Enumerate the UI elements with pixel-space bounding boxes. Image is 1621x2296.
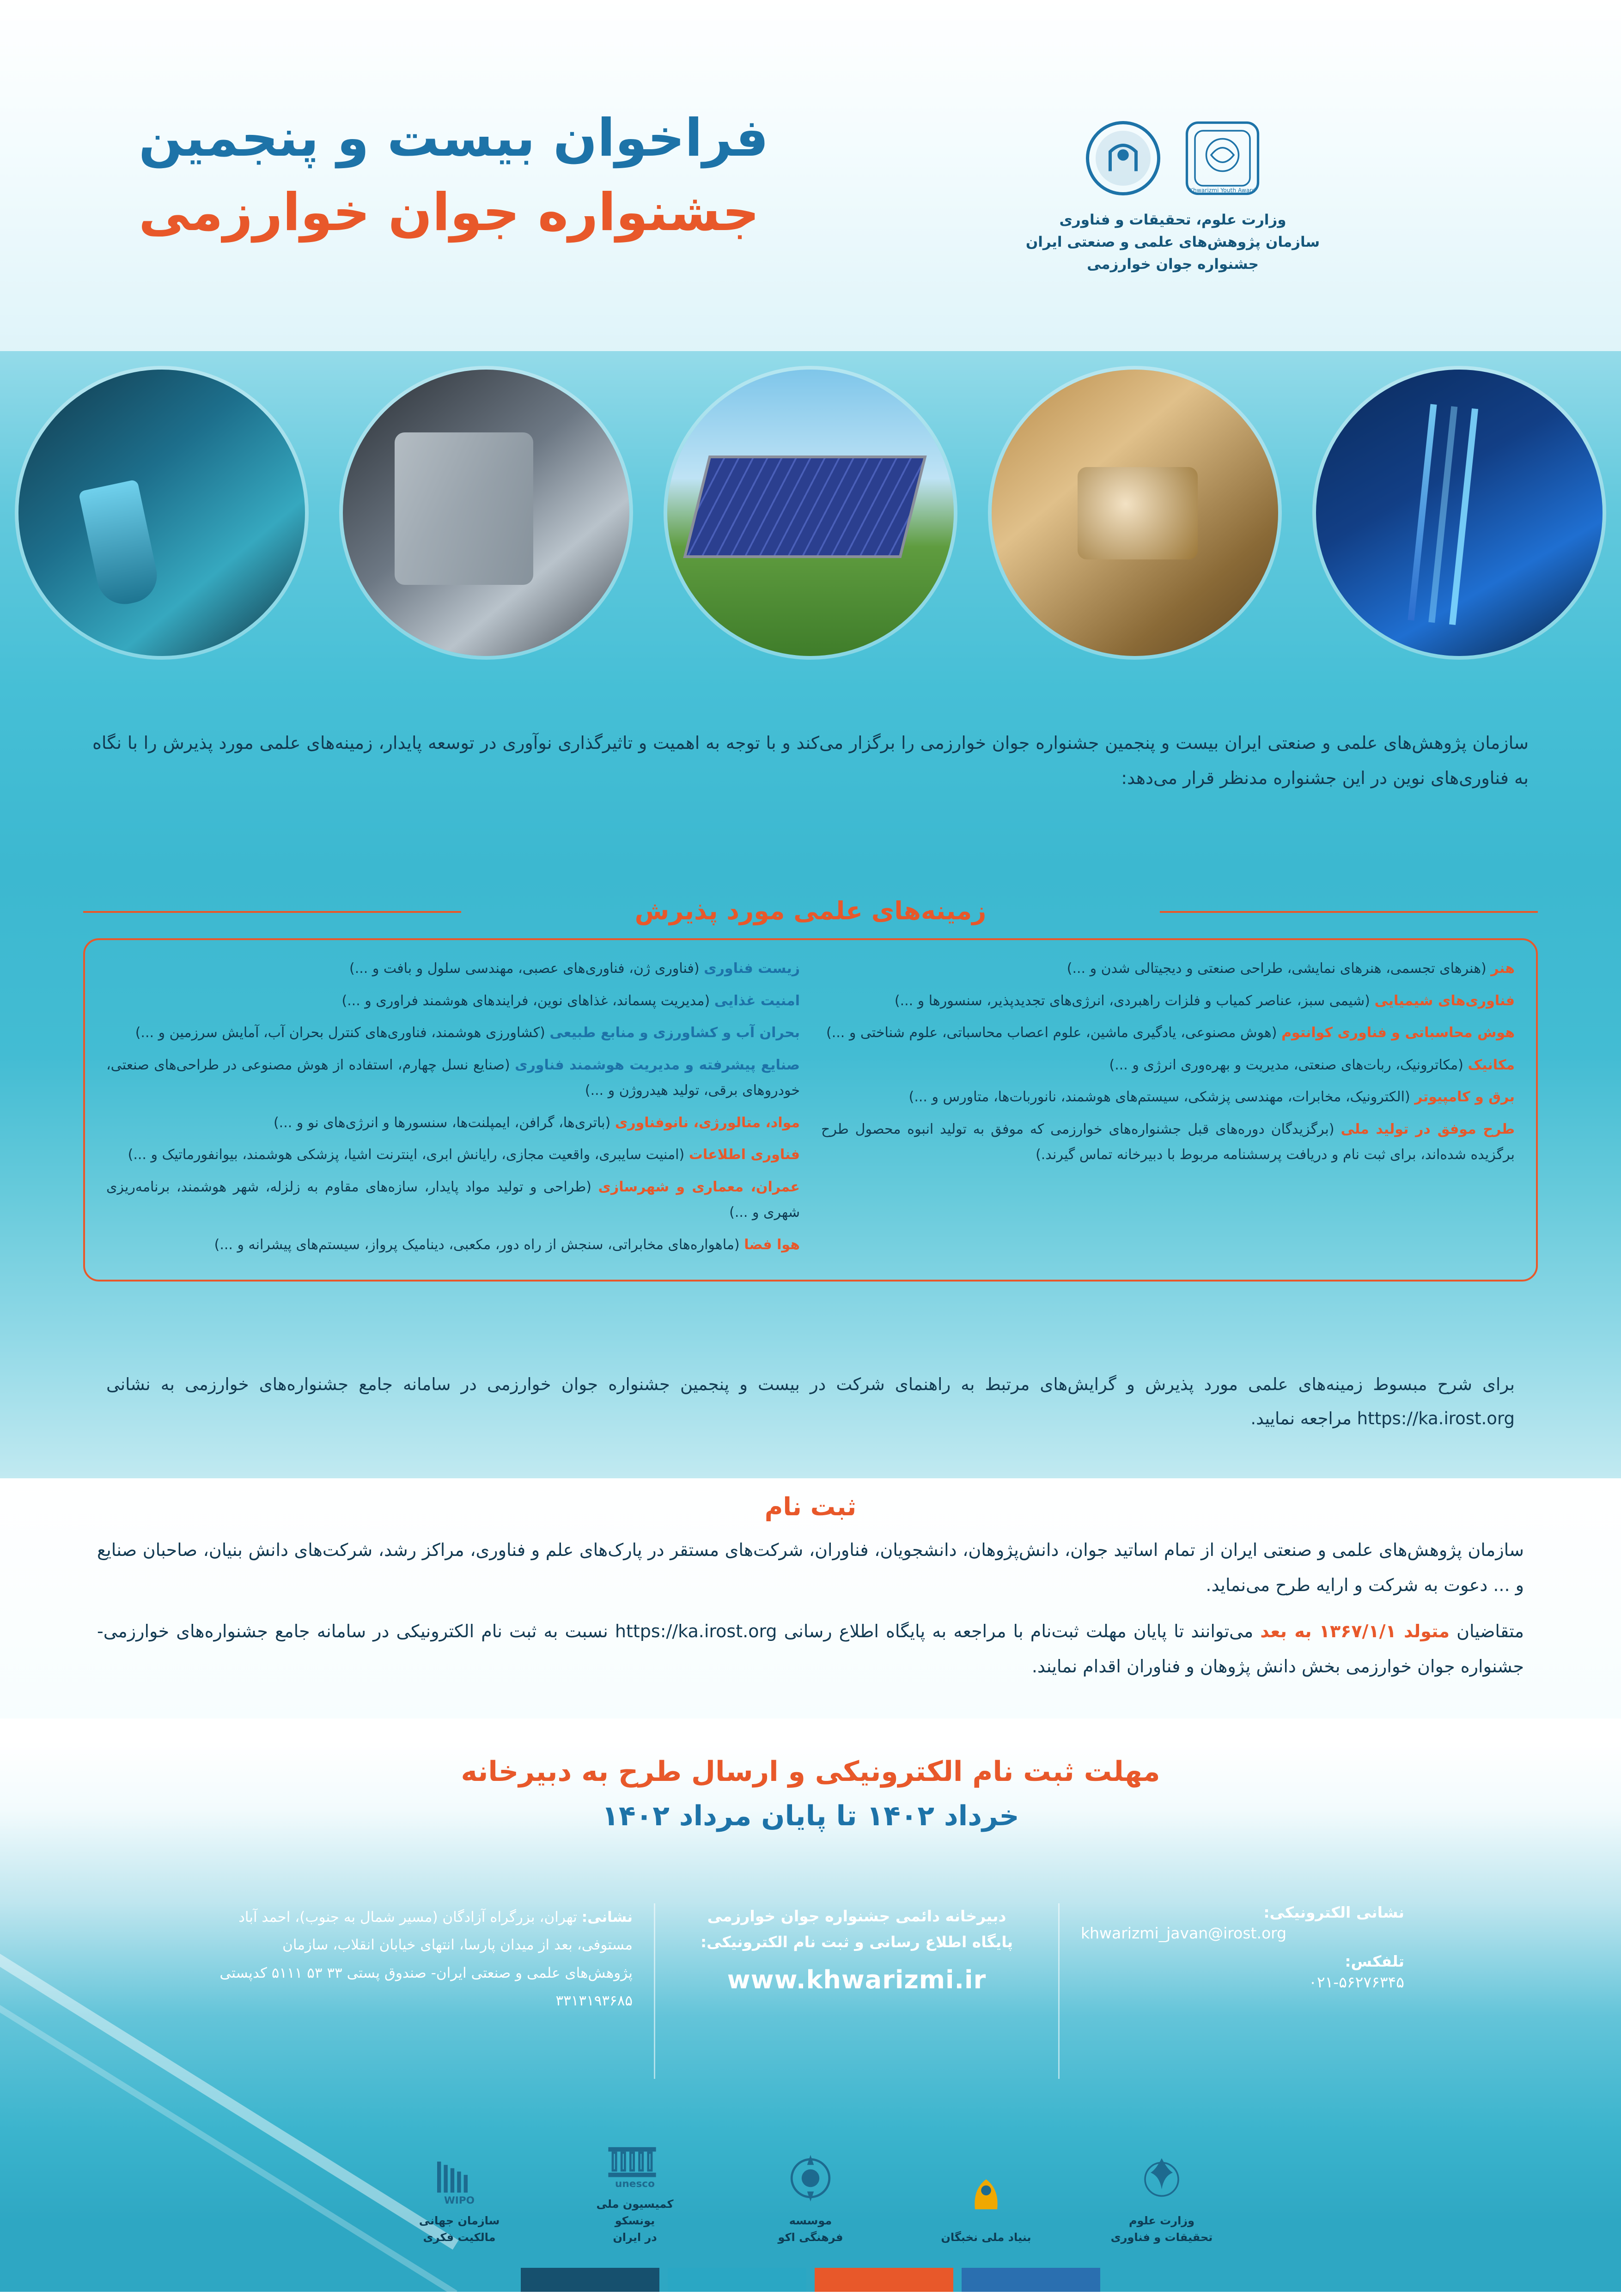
svg-text:Khwarizmi Youth Award: Khwarizmi Youth Award	[1189, 187, 1256, 194]
field-desc: (ماهواره‌های مخابراتی، سنجش از راه دور، مکعبی، دینامیک پرواز، سیستم‌های پیشرانه و ...)	[214, 1236, 740, 1253]
industrial-machine-photo	[343, 370, 629, 656]
field-item	[106, 1020, 800, 1046]
website-url[interactable]: www.khwarizmi.ir	[727, 1965, 987, 1995]
header-logos	[1011, 118, 1335, 275]
khwarizmi-youth-award-logo	[1182, 118, 1263, 199]
solar-panel-photo	[667, 370, 954, 656]
secretariat-line-2: پایگاه اطلاع رسانی و ثبت نام الکترونیکی:	[700, 1933, 1013, 1951]
field-item	[106, 1052, 800, 1104]
registration-paragraph-2	[97, 1614, 1524, 1684]
field-item	[106, 1174, 800, 1226]
eco-mark	[753, 2141, 868, 2206]
contact-email-block	[1060, 1903, 1426, 2079]
footer-logos	[0, 2125, 1621, 2246]
wipo-caption: سازمان جهانی مالکیت فکری	[419, 2214, 500, 2244]
field-desc: (باتری‌ها، گرافن، ایمپلنت‌ها، سنسورها و انرژی‌های نو و ...)	[273, 1114, 611, 1131]
secretariat-line-1: دبیرخانه دائمی جشنواره جوان خوارزمی	[707, 1907, 1006, 1925]
photo-strip	[0, 370, 1621, 665]
color-block	[962, 2268, 1100, 2292]
unesco-mark	[577, 2125, 693, 2189]
registration-paragraph-1: سازمان پژوهش‌های علمی و صنعتی ایران از تمام اساتید جوان، دانش‌پژوهان، دانشجویان، فناوران، شرکت‌های مستقر در پارک‌های علم و فناوری، مراکز رشد، شرکت‌های دانش بنیان، صاحبان صنایع و ... دعوت به شرکت و ارایه طرح می‌نماید.	[97, 1540, 1524, 1595]
field-desc: (هوش مصنوعی، یادگیری ماشین، علوم اعصاب محاسباتی، علوم شناختی و ...)	[826, 1025, 1277, 1041]
field-title: امنیت غذایی	[714, 992, 800, 1009]
fax-label: تلفکس:	[1345, 1952, 1404, 1970]
color-block	[521, 2268, 659, 2292]
fields-box	[83, 938, 1538, 1282]
field-item	[821, 1020, 1515, 1046]
lab-pipette-photo	[18, 370, 305, 656]
intro-paragraph: سازمان پژوهش‌های علمی و صنعتی ایران بیست و پنجمین جشنواره جوان خوارزمی را برگزار می‌کند و با توجه به اهمیت و تاثیرگذاری نوآوری در توسعه پایدار، زمینه‌های علمی مورد پذیرش را با نگاه به فناوری‌های نوین در این جشنواره مدنظر قرار می‌دهد:	[92, 733, 1529, 788]
irost-ministry-logo	[1083, 118, 1164, 199]
field-title: طرح موفق در تولید ملی	[1341, 1121, 1515, 1137]
field-item	[106, 1142, 800, 1168]
color-block	[668, 2268, 806, 2292]
fields-column-right	[106, 956, 800, 1264]
field-title: عمران، معماری و شهرسازی	[598, 1178, 800, 1195]
field-title: هنر	[1491, 960, 1515, 977]
ministry-science-caption: وزارت علوم تحقیقات و فناوری	[1110, 2214, 1213, 2244]
field-item	[821, 956, 1515, 982]
deadline-line-2: خرداد ۱۴۰۲ تا پایان مرداد ۱۴۰۲	[602, 1800, 1019, 1832]
field-item	[821, 1117, 1515, 1168]
field-item	[106, 1110, 800, 1136]
field-item	[106, 1232, 800, 1258]
ministry-science-logo	[1104, 2141, 1219, 2246]
title-line-1: فراخوان بیست و پنجمین	[139, 108, 769, 168]
guide-note: برای شرح مبسوط زمینه‌های علمی مورد پذیرش و گرایش‌های مرتبط به راهنمای شرکت در بیست و پنجمین جشنواره جوان خوارزمی در سامانه جامع جشنواره‌های خوارزمی به نشانی https://ka.irost.org مراجعه نمایید.	[106, 1374, 1515, 1428]
field-desc: (هنرهای تجسمی، هنرهای نمایشی، طراحی صنعتی و دیجیتالی شدن و ...)	[1066, 960, 1487, 977]
unesco-logo	[577, 2125, 693, 2246]
field-title: بحران آب و کشاورزی و منابع طبیعی	[549, 1025, 800, 1041]
svg-text:unesco: unesco	[615, 2178, 655, 2189]
wipo-logo	[402, 2141, 517, 2246]
contact-website-block	[654, 1903, 1060, 2079]
wipo-mark	[402, 2141, 517, 2206]
field-item	[821, 988, 1515, 1014]
field-title: زیست فناوری	[704, 960, 800, 977]
field-desc: (طراحی و تولید مواد پایدار، سازه‌های مقاوم به زلزله، شهر هوشمند، برنامه‌ریزی شهری و ...)	[106, 1178, 800, 1221]
address-text: تهران، بزرگراه آزادگان (مسیر شمال به جنوب)، احمد آباد مستوفی، بعد از میدان پارسا، انتهای خیابان انقلاب، سازمان پژوهش‌های علمی و صنعتی ایران- صندوق پستی ۳۳ ۵۳ ۵۱۱۱ کدپستی ۳۳۱۳۱۹۳۶۸۵	[219, 1909, 633, 2010]
reg-pre-text: متقاضیان	[1450, 1621, 1524, 1641]
field-title: مواد، متالورژی، نانوفناوری	[615, 1114, 800, 1131]
reg-post-text: می‌توانند تا پایان مهلت ثبت‌نام با مراجعه به پایگاه اطلاع رسانی https://ka.irost.org نسبت به ثبت نام الکترونیکی در سامانه جامع جشنواره‌های خوارزمی- جشنواره جوان خوارزمی بخش دانش پژوهان و فناوران اقدام نمایند.	[97, 1621, 1524, 1676]
scientific-fields-section	[83, 896, 1538, 1282]
footer-color-bar	[0, 2268, 1621, 2292]
registration-section	[0, 1478, 1621, 1719]
national-elites-caption: بنیاد ملی نخبگان	[941, 2231, 1031, 2244]
field-desc: (شیمی سبز، عناصر کمیاب و فلزات راهبردی، انرژی‌های تجدیدپذیر، سنسورها و ...)	[894, 992, 1370, 1009]
field-item	[821, 1084, 1515, 1110]
field-desc: (فناوری ژن، فناوری‌های عصبی، مهندسی سلول و بافت و ...)	[349, 960, 700, 977]
field-desc: (مدیریت پسماند، غذاهای نوین، فرایندهای هوشمند فراوری و ...)	[341, 992, 710, 1009]
field-desc: (برگزیدگان دوره‌های قبل جشنواره‌های خوارزمی که موفق به تولید انبوه محصول طرح برگزیده شده‌اند، برای ثبت نام و دریافت پرسشنامه مربوط با دبیرخانه تماس گیرند.)	[821, 1121, 1515, 1163]
field-title: فناوری اطلاعات	[689, 1147, 800, 1163]
ministry-science-mark	[1104, 2141, 1219, 2206]
ecocultural-institute-logo	[753, 2141, 868, 2246]
field-item	[106, 988, 800, 1014]
field-item	[106, 956, 800, 982]
field-desc: (امنیت سایبری، واقعیت مجازی، رایانش ابری، اینترنت اشیا، پزشکی هوشمند، بیوانفورماتیک و ...)	[128, 1147, 685, 1163]
deadline-line-1: مهلت ثبت نام الکترونیکی و ارسال طرح به دبیرخانه	[461, 1755, 1160, 1788]
field-desc: (صنایع نسل چهارم، استفاده از هوش مصنوعی در طراحی‌های صنعتی، خودروهای برقی، تولید هیدروژن و ...)	[106, 1057, 800, 1099]
color-block	[815, 2268, 953, 2292]
address-label: نشانی:	[581, 1909, 633, 1925]
national-elites-foundation-logo	[928, 2158, 1044, 2246]
precision-engineering-photo	[992, 370, 1278, 656]
birthdate-requirement: متولد ۱۳۶۷/۱/۱ به بعد	[1260, 1621, 1450, 1641]
eco-caption: موسسه فرهنگی اکو	[778, 2214, 843, 2244]
contact-address-block	[195, 1903, 654, 2079]
dna-helix-photo	[1316, 370, 1603, 656]
field-title: صنایع پیشرفته و مدیریت هوشمند فناوری	[515, 1057, 800, 1073]
field-title: مکانیک	[1468, 1057, 1515, 1073]
contact-section	[0, 1903, 1621, 2079]
field-desc: (کشاورزی هوشمند، فناوری‌های کنترل بحران آب، آمایش سرزمین و ...)	[135, 1025, 545, 1041]
fields-section-title: زمینه‌های علمی مورد پذیرش	[83, 896, 1538, 925]
email-value[interactable]: khwarizmi_javan@irost.org	[1081, 1924, 1287, 1942]
fax-value: ۰۲۱-۵۶۲۷۶۳۴۵	[1309, 1973, 1404, 1991]
deadline-section	[0, 1755, 1621, 1832]
field-title: برق و کامپیوتر	[1414, 1089, 1515, 1105]
field-title: هوش محاسباتی و فناوری کوانتوم	[1281, 1025, 1515, 1041]
national-elites-mark	[928, 2158, 1044, 2223]
poster-title	[139, 109, 970, 245]
poster-header	[0, 0, 1621, 351]
field-desc: (مکاترونیک، ربات‌های صنعتی، مدیریت و بهره‌وری انرژی و ...)	[1109, 1057, 1463, 1073]
field-title: هوا فضا	[744, 1236, 800, 1253]
header-org-caption: وزارت علوم، تحقیقات و فناوری سازمان پژوهش‌های علمی و صنعتی ایران جشنواره جوان خوارزمی	[1025, 212, 1320, 273]
fields-column-left	[821, 956, 1515, 1264]
email-label: نشانی الکترونیکی:	[1263, 1903, 1404, 1921]
registration-title: ثبت نام	[764, 1492, 857, 1521]
svg-text:WIPO: WIPO	[444, 2195, 475, 2206]
unesco-caption: کمیسیون ملی یونسکو در ایران	[596, 2198, 674, 2244]
field-desc: (الکترونیک، مخابرات، مهندسی پزشکی، سیستم‌های هوشمند، نانوربات‌ها، متاورس و ...)	[908, 1089, 1410, 1105]
field-title: فناوری‌های شیمیایی	[1374, 992, 1515, 1009]
field-item	[821, 1052, 1515, 1078]
title-line-2: جشنواره جوان خوارزمی	[139, 182, 760, 243]
